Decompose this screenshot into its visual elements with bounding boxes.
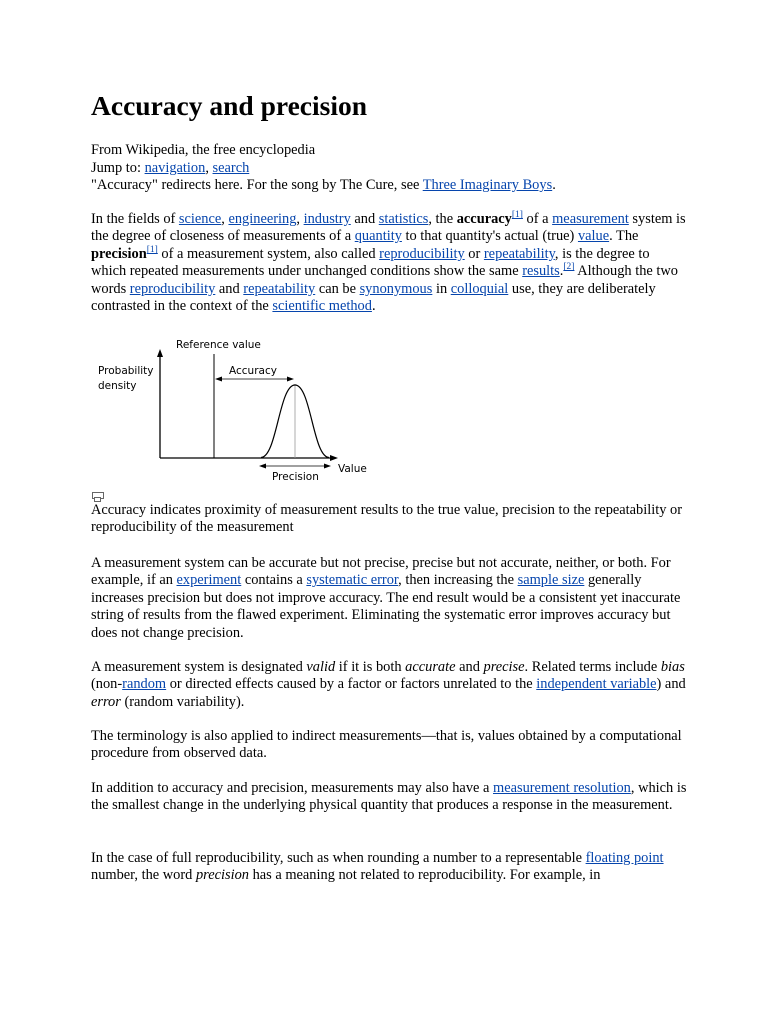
hatnote-text: "Accuracy" redirects here. For the song by The Cure, see (91, 177, 423, 193)
precise-term: precise (483, 659, 525, 675)
intro-paragraph (91, 211, 687, 315)
paragraph-2 (91, 555, 687, 642)
p3-text: and (455, 659, 484, 675)
accuracy-term: accuracy (456, 211, 512, 227)
precision-arrow-right-head (324, 464, 331, 469)
from-wikipedia-text: From Wikipedia, the free encyclopedia (91, 142, 316, 158)
site-subtitle (91, 142, 687, 159)
valid-term: valid (306, 659, 336, 675)
p2-text: A measurement system can be accurate but not precise, precise but not accurate, neither, or both. For example, if an (91, 555, 671, 589)
p1-text: of a measurement system, also called (157, 245, 380, 262)
error-term: error (91, 693, 121, 710)
experiment-link[interactable]: experiment (176, 572, 242, 589)
caption-text: Accuracy indicates proximity of measurement results to the true value, precision to the repeatability or reproducibility of the measurement (91, 502, 683, 536)
repeatability-link[interactable]: repeatability (483, 245, 555, 262)
accuracy-arrow-right-head (287, 377, 294, 382)
p1-text: . The (609, 228, 639, 245)
colloquial-link[interactable]: colloquial (450, 280, 509, 297)
engineering-link[interactable]: engineering (228, 211, 297, 227)
independent-variable-link[interactable]: independent variable (536, 676, 657, 693)
p4-text: The terminology is also applied to indirect measurements—that is, values obtained by a computational procedure from observed data. (91, 728, 682, 762)
p1-text: , the (428, 211, 457, 227)
statistics-link[interactable]: statistics (378, 211, 429, 227)
x-axis-arrowhead (330, 455, 338, 461)
reproducibility-link[interactable]: reproducibility (379, 245, 465, 262)
reference-1-link[interactable]: [1] (511, 210, 523, 220)
jump-to-label: Jump to: (91, 159, 145, 176)
jump-navigation-link[interactable]: navigation (144, 159, 206, 176)
measurement-resolution-link[interactable]: measurement resolution (493, 780, 631, 796)
reproducibility-link-2[interactable]: reproducibility (129, 280, 216, 297)
p1-text: and (215, 280, 244, 297)
figure-caption (91, 502, 687, 537)
sample-size-link[interactable]: sample size (517, 572, 585, 589)
probability-density-diagram (91, 332, 381, 486)
p1-text: in (432, 280, 451, 297)
value-link[interactable]: value (577, 228, 610, 245)
accuracy-precision-figure[interactable] (91, 332, 381, 486)
jump-search-link[interactable]: search (212, 159, 250, 176)
p1-text: to that quantity's actual (true) (401, 228, 578, 245)
p6-text: has a meaning not related to reproducibility. For example, in (248, 867, 601, 884)
p5-text: , which is the smallest change in the underlying physical quantity that produces a response in the measurement. (91, 780, 687, 814)
p6-text: In the case of full reproducibility, such as when rounding a number to a representable (91, 850, 586, 866)
hatnote (91, 177, 687, 194)
synonymous-link[interactable]: synonymous (359, 280, 433, 297)
p2-text: contains a (241, 572, 307, 589)
value-axis-label: Value (338, 463, 367, 475)
jump-links (91, 160, 687, 177)
p1-text: In the fields of (91, 211, 179, 227)
accuracy-label: Accuracy (229, 365, 277, 377)
three-imaginary-boys-link[interactable]: Three Imaginary Boys (422, 177, 553, 193)
science-link[interactable]: science (178, 211, 222, 227)
accuracy-arrow-left-head (215, 377, 222, 382)
reference-value-label: Reference value (176, 339, 261, 351)
p5-text: In addition to accuracy and precision, measurements may also have a (91, 780, 493, 796)
precision-label: Precision (272, 471, 319, 483)
density-label: density (98, 380, 137, 392)
p1-text: use, they are deliberately contrasted in the context of the (91, 280, 656, 315)
p2-text: , then increasing the (398, 572, 518, 589)
p3-text: A measurement system is designated (91, 659, 307, 675)
quantity-link[interactable]: quantity (354, 228, 402, 245)
industry-link[interactable]: industry (303, 211, 351, 227)
p1-text: . (559, 263, 564, 280)
p1-text: Although the two words (91, 263, 678, 297)
p1-text: , is the degree to which repeated measurements under unchanged conditions show the same (91, 245, 650, 280)
reference-2-link[interactable]: [2] (563, 262, 575, 273)
p3-text: ) and (656, 676, 686, 693)
precision-arrow-left-head (259, 464, 266, 469)
repeatability-link-2[interactable]: repeatability (243, 280, 316, 297)
paragraph-3 (91, 659, 687, 711)
precision-term: precision (91, 245, 147, 262)
bias-term: bias (660, 659, 685, 675)
floating-point-link[interactable]: floating point (585, 850, 664, 866)
page-title: Accuracy and precision (91, 90, 368, 121)
jump-separator: , (205, 159, 213, 176)
probability-label: Probability (98, 365, 154, 377)
p3-text: (random variability). (120, 693, 245, 710)
p1-text: and (350, 211, 379, 227)
random-link[interactable]: random (122, 676, 167, 693)
p1-text: , (296, 211, 304, 227)
p6-text: number, the word (91, 867, 196, 884)
accurate-term: accurate (405, 659, 456, 675)
p3-text: . Related terms include (524, 659, 661, 675)
p1-text: . (371, 298, 376, 315)
p2-text: generally increases precision but does not improve accuracy. The end result would be a consistent yet inaccurate string of results from the flawed experiment. Eliminating the systematic error improves accuracy but does not change precision. (91, 572, 681, 641)
p1-text: of a (522, 211, 553, 227)
y-axis-arrowhead (157, 349, 163, 357)
paragraph-6 (91, 850, 687, 885)
results-link[interactable]: results (522, 263, 560, 280)
p3-text: (non- (91, 676, 123, 693)
hatnote-suffix: . (552, 177, 556, 193)
systematic-error-link[interactable]: systematic error (306, 572, 399, 589)
paragraph-4 (91, 728, 687, 763)
p3-text: or directed effects caused by a factor or factors unrelated to the (166, 676, 537, 693)
measurement-link[interactable]: measurement (552, 211, 629, 227)
p1-text: , (221, 211, 229, 227)
reference-1b-link[interactable]: [1] (146, 244, 158, 255)
paragraph-5 (91, 780, 687, 815)
precision-italic-term: precision (195, 867, 249, 884)
p1-text: system is the degree of closeness of measurements of a (91, 211, 686, 245)
p3-text: if it is both (335, 659, 406, 675)
p1-text: or (464, 245, 484, 262)
scientific-method-link[interactable]: scientific method (272, 298, 372, 315)
p1-text: can be (315, 280, 360, 297)
